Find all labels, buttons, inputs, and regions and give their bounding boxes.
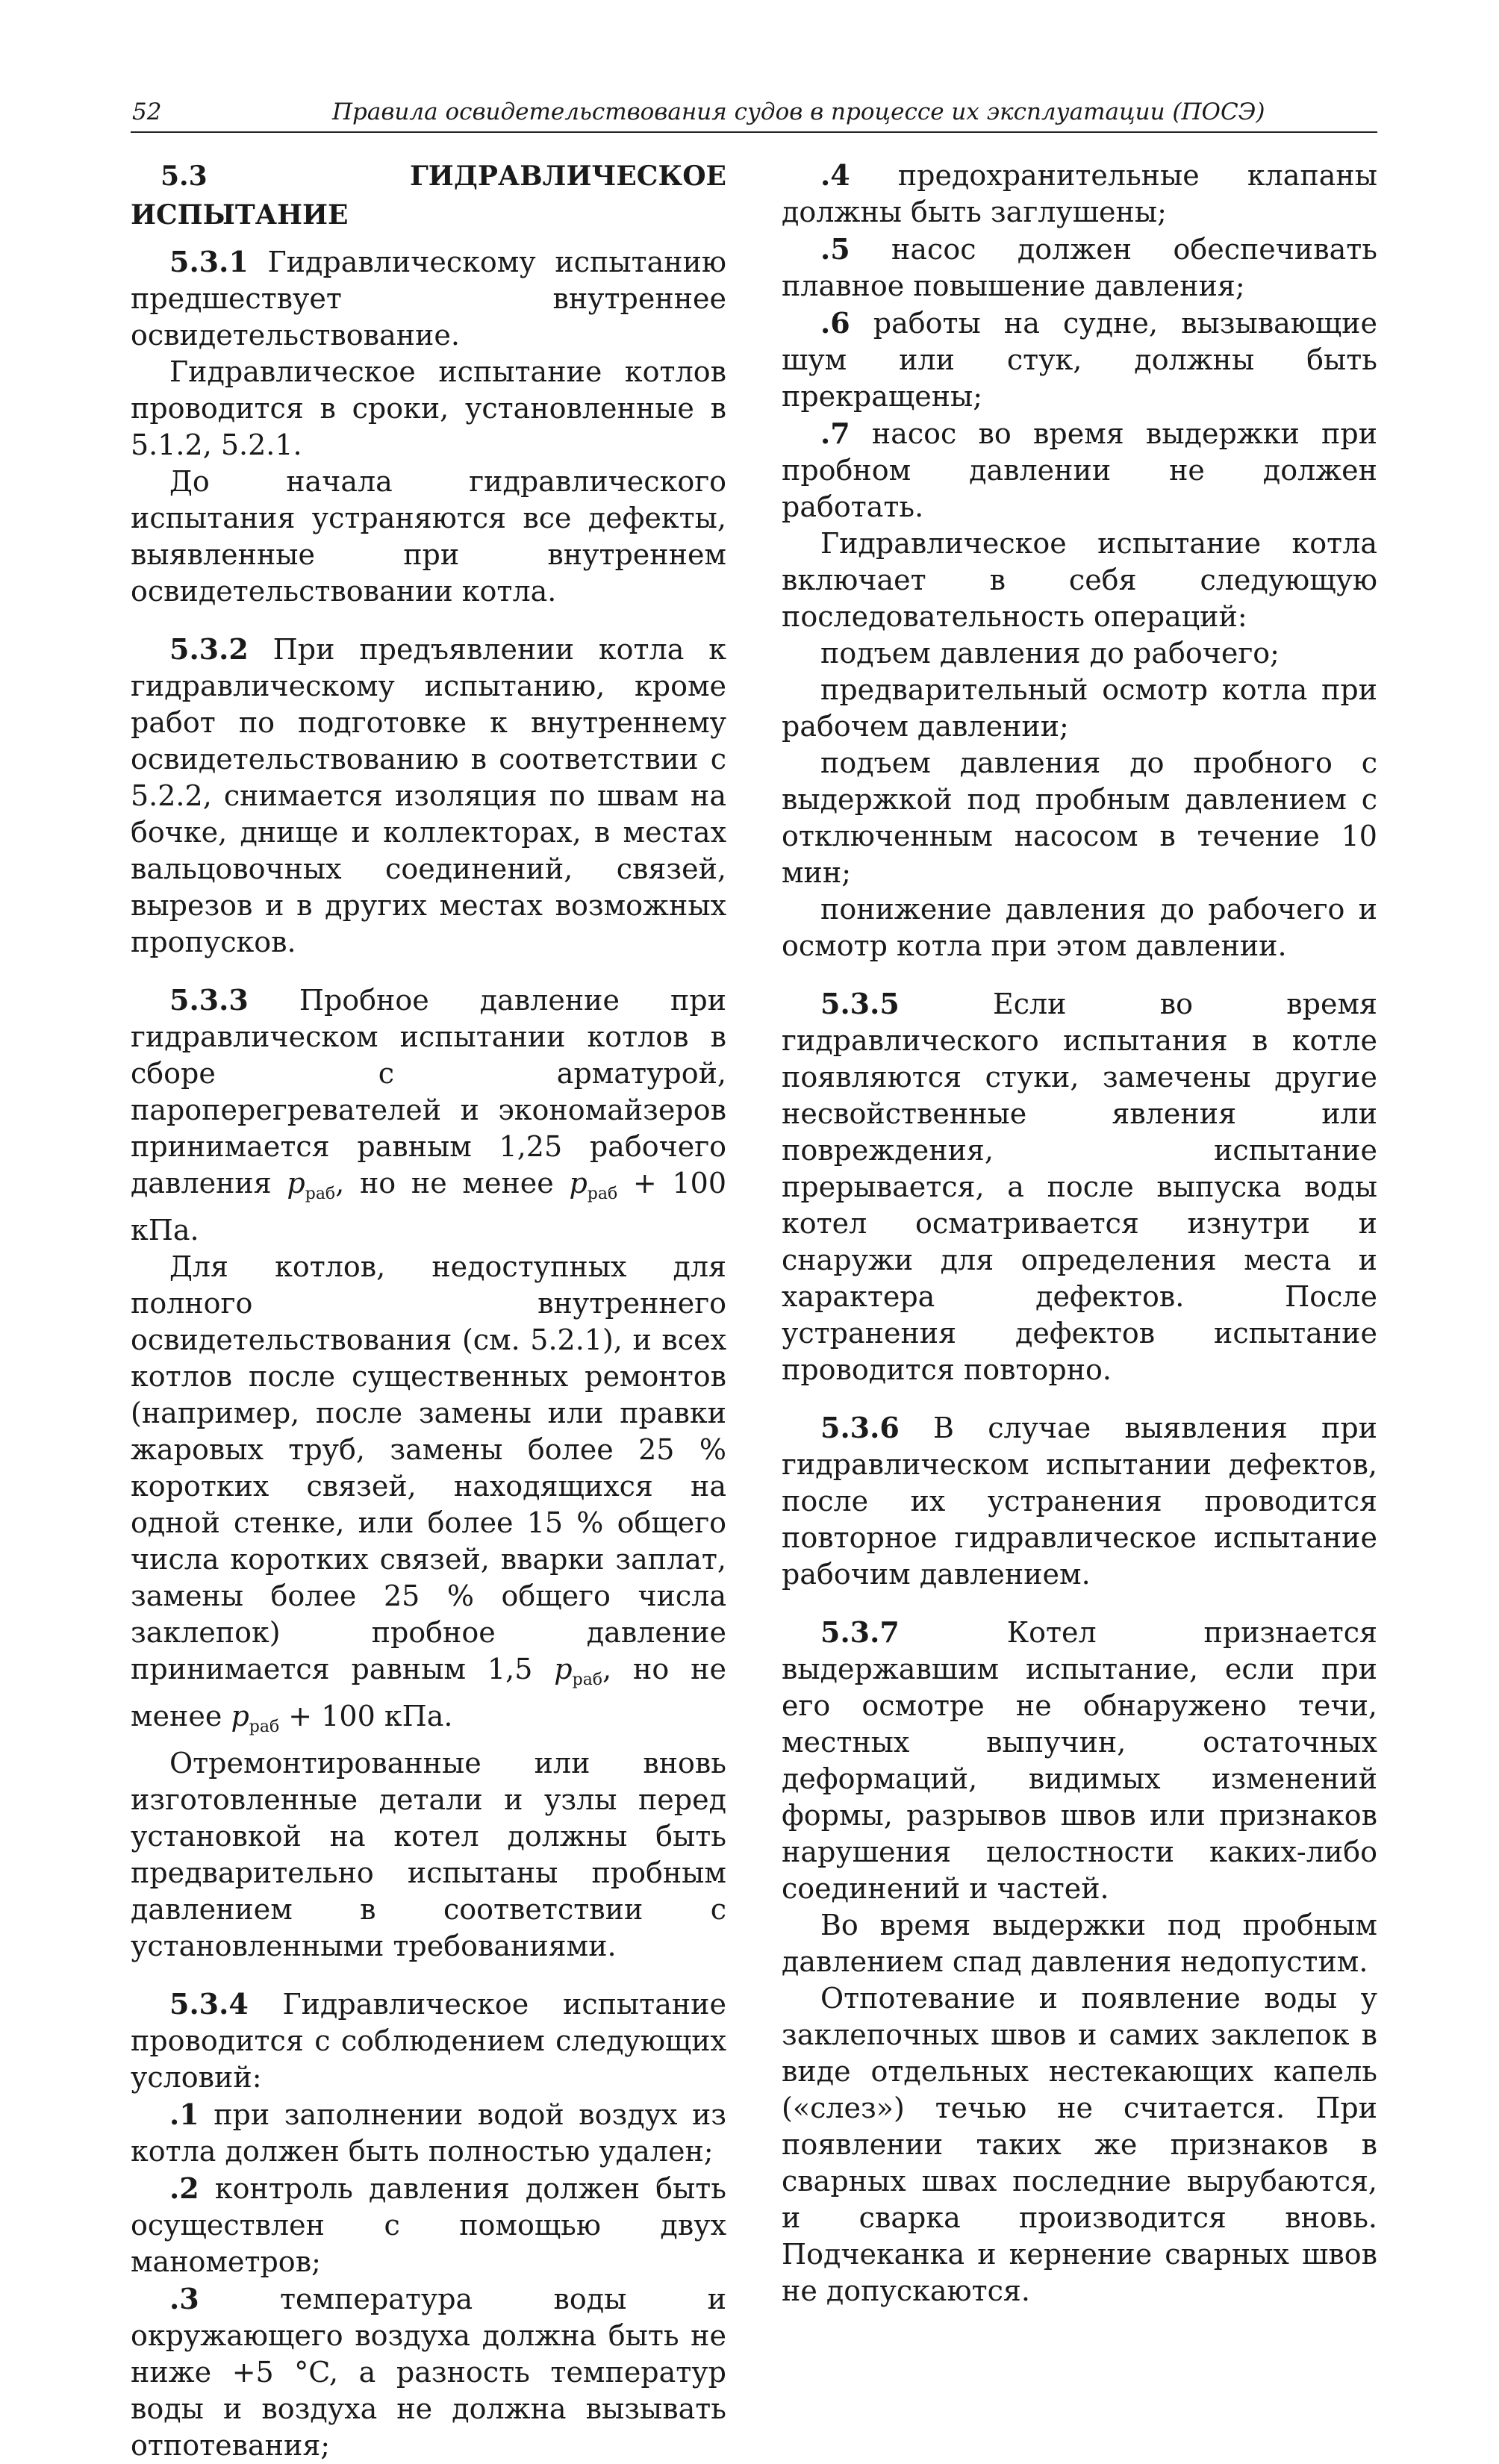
clause-number: 5.3.2 [169,632,249,666]
paragraph-5-3-1 [131,243,726,354]
item-number: .4 [820,158,850,192]
clause-number: 5.3.1 [169,245,249,278]
paragraph-5-3-5 [782,985,1377,1388]
left-column [131,157,726,2464]
sequence-step: подъем давления до пробного с выдержкой под пробным давлением с отключенным насосом в течение 10 мин; [782,746,1377,889]
item-text: контроль давления должен быть осуществлен с помощью двух манометров; [131,2172,726,2278]
clause-number: 5.3.7 [820,1615,900,1649]
paragraph-5-3-7-b: Во время выдержки под пробным давлением спад давления недопустим. [782,1909,1377,1978]
clause-text: + 100 кПа. [279,1700,453,1732]
page-number: 52 [132,99,162,125]
paragraph-5-3-7-c: Отпотевание и появление воды у заклепочных швов и самих заклепок в виде отдельных нестекающих капель («слез») течью не считается. При появлении таких же признаков в сварных швах последние вырубаются, и сварка производится вновь. Подчеканка и кернение сварных швов не допускаются. [782,1982,1377,2307]
item-text: насос должен обеспечивать плавное повышение давления; [782,233,1377,302]
paragraph-5-3-4 [131,1986,726,2096]
sequence-step: предварительный осмотр котла при рабочем давлении; [782,673,1377,743]
list-item [782,415,1377,525]
clause-text: При предъявлении котла к гидравлическому испытанию, кроме работ по подготовке к внутреннему освидетельствованию в соответствии с 5.2.2, снимается изоляция по швам на бочке, днище и коллекторах, в местах вальцовочных соединений, связей, вырезов и в других местах возможных пропусков. [131,633,726,958]
clause-text: Гидравлическое испытание проводится с соблюдением следующих условий: [131,1988,726,2094]
clause-text: Котел признается выдержавшим испытание, если при его осмотре не обнаружено течи, местных выпучин, остаточных деформаций, видимых изменений формы, разрывов швов или признаков нарушения целостности каких-либо соединений и частей. [782,1616,1377,1905]
list-item [782,231,1377,305]
sequence-step: понижение давления до рабочего и осмотр котла при этом давлении. [782,893,1377,962]
clause-text: Пробное давление при гидравлическом испытании котлов в сборе с арматурой, пароперегревателей и экономайзеров принимается равным 1,25 рабочего давления [131,984,726,1200]
item-number: .3 [169,2282,199,2315]
clause-text: В случае выявления при гидравлическом испытании дефектов, после их устранения проводится повторное гидравлическое испытание рабочим давлением. [782,1412,1377,1591]
paragraph-5-3-3-c: Отремонтированные или вновь изготовленные детали и узлы перед установкой на котел должны быть предварительно испытаны пробным давлением в соответствии с установленными требованиями. [131,1747,726,1962]
sequence-intro: Гидравлическое испытание котла включает в себя следующую последовательность операций: [782,527,1377,633]
item-text: работы на судне, вызывающие шум или стук, должны быть прекращены; [782,307,1377,413]
symbol-sub: раб [587,1185,618,1203]
symbol-sub: раб [305,1185,336,1203]
item-number: .6 [820,306,850,340]
item-text: предохранительные клапаны должны быть заглушены; [782,159,1377,228]
paragraph-5-3-7 [782,1614,1377,1907]
list-item [782,157,1377,231]
item-number: .2 [169,2171,199,2205]
clause-text: Гидравлическому испытанию предшествует внутреннее освидетельствование. [131,246,726,352]
symbol-p: p [569,1167,588,1200]
clause-text: , но не менее [131,1653,726,1732]
paragraph-5-3-3-b [131,1249,726,1745]
clause-text: , но не менее [335,1167,570,1200]
clause-number: 5.3.5 [820,987,900,1020]
clause-text: Если во время гидравлического испытания в котле появляются стуки, замечены другие несвойственные явления или повреждения, испытание прерывается, а после выпуска воды котел осматривается изнутри и снаружи для определения места и характера дефектов. После устранения дефектов испытание проводится повторно. [782,988,1377,1386]
item-number: .5 [820,232,850,266]
item-text: насос во время выдержки при пробном давлении не должен работать. [782,417,1377,523]
symbol-p: p [231,1700,249,1732]
symbol-p: p [287,1167,305,1200]
paragraph-5-3-1-b: Гидравлическое испытание котлов проводится в сроки, установленные в 5.1.2, 5.2.1. [131,355,726,461]
clause-number: 5.3.4 [169,1987,249,2021]
symbol-sub: раб [572,1671,603,1689]
paragraph-5-3-6 [782,1409,1377,1593]
clause-text: Для котлов, недоступных для полного внутреннего освидетельствования (см. 5.2.1), и всех котлов после существенных ремонтов (например, после замены или правки жаровых труб, замены более 25 % коротких связей, находящихся на одной стенке, или более 15 % общего числа коротких связей, вварки заплат, замены более 25 % общего числа заклепок) пробное давление принимается равным 1,5 [131,1250,726,1685]
list-item [131,2096,726,2170]
list-item [131,2170,726,2280]
symbol-sub: раб [249,1718,280,1736]
section-title: 5.3 ГИДРАВЛИЧЕСКОЕ ИСПЫТАНИЕ [131,160,726,231]
clause-text: + 100 кПа. [131,1167,727,1247]
right-column [782,157,1377,2309]
clause-number: 5.3.3 [169,983,249,1017]
paragraph-5-3-2 [131,631,726,961]
list-item [131,2280,726,2464]
item-number: .1 [169,2097,199,2131]
sequence-step: подъем давления до рабочего; [820,637,1280,670]
list-item [782,305,1377,415]
page-header [131,97,1377,133]
running-title: Правила освидетельствования судов в процессе их эксплуатации (ПОСЭ) [332,99,1265,125]
item-text: при заполнении водой воздух из котла должен быть полностью удален; [131,2098,726,2168]
item-number: .7 [820,417,850,450]
paragraph-5-3-1-c: До начала гидравлического испытания устраняются все дефекты, выявленные при внутреннем освидетельствовании котла. [131,465,726,608]
clause-number: 5.3.6 [820,1411,900,1444]
item-text: температура воды и окружающего воздуха должна быть не ниже +5 °C, а разность температур воды и воздуха не должна вызывать отпотевания; [131,2283,726,2462]
paragraph-5-3-3 [131,982,726,1249]
symbol-p: p [554,1653,573,1685]
